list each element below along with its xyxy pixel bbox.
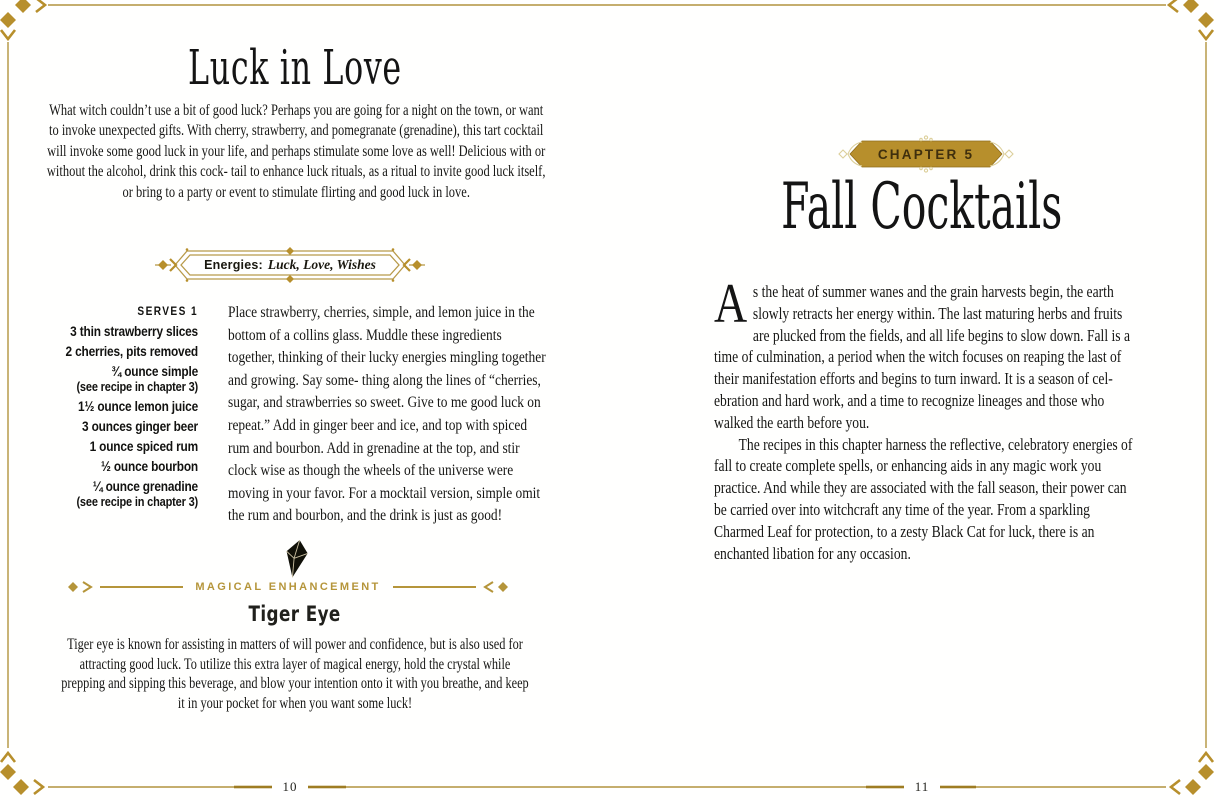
ingredient-item: ¾ ounce simple (see recipe in chapter 3) [57, 365, 198, 394]
ingredient-item: 3 ounces ginger beer [82, 419, 198, 434]
chapter-paragraph: As the heat of summer wanes and the grain harvests begin, the earth slowly retracts her energy within. The last maturing herbs and fruits are plucked from the fields, and all life begins to slow down. Fall is a time of culmination, a period when the witch focuses on reaping the last of their manifestation efforts and begins to turn inward. It is a season of cel- ebration and hard work, and a time to recognize lineages and those who walked the earth before you. [714, 273, 1131, 432]
energies-label: Energies: [204, 258, 263, 272]
enhancement-label: MAGICAL ENHANCEMENT [195, 581, 381, 593]
enhancement-title: Tiger Eye [248, 602, 342, 626]
page-number-left: 10 [272, 778, 308, 795]
energies-banner [155, 247, 435, 283]
ingredients-list [57, 306, 198, 515]
crystal-icon [279, 537, 315, 581]
divider-right-ornament-icon [482, 581, 508, 593]
recipe-title: Luck in Love [188, 40, 402, 96]
ingredient-item: 2 cherries, pits removed [65, 344, 198, 359]
divider-rule [393, 586, 476, 588]
ingredient-item: 1 ounce spiced rum [89, 439, 198, 454]
recipe-intro: What witch couldn’t use a bit of good luck? Perhaps you are going for a night on the town, or want to invoke unexpected gifts. With cherry, strawberry, and pomegranate (grenadine), this tart cocktail will invoke some good luck in your life, and perhaps stimulate some love as well! Delicious with or without the alcohol, drink this cock- tail to enhance luck rituals, as a ritual to invite good luck itself, or bring to a party or event to stimulate flirting and good luck in love. [46, 102, 546, 201]
chapter-banner [836, 134, 1016, 174]
ingredient-note: (see recipe in chapter 3) [76, 380, 198, 394]
magical-enhancement-divider [62, 580, 514, 594]
chapter-title: Fall Cocktails [781, 170, 1063, 244]
ingredient-item: ½ ounce bourbon [100, 459, 198, 474]
chapter-label: CHAPTER 5 [877, 146, 975, 162]
drop-cap: A [714, 273, 748, 335]
page-number-right: 11 [904, 778, 940, 795]
energies-value: Luck, Love, Wishes [267, 257, 376, 272]
instructions: Place strawberry, cherries, simple, and lemon juice in the bottom of a collins glass. Muddle these ingredients together, thinking of their lucky energies mingling together and growing. Say some- thing along the lines of “cherries, sugar, and strawberries so sweet. Give to me good luck on repeat.” Add in ginger beer and ice, and top with spiced rum and bourbon. Add in grenadine at the top, and stir clock wise as though the wheels of the universe were moving in your favor. For a mocktail version, simple omit the rum and bourbon, and the drink is just as good! [228, 304, 546, 525]
chapter-intro-text [714, 273, 1138, 564]
serves-label: SERVES 1 [137, 306, 198, 318]
divider-left-ornament-icon [68, 581, 94, 593]
chapter-paragraph: The recipes in this chapter harness the reflective, celebratory energies of fall to create complete spells, or enhancing aids in any magic work you practice. And while they are associated with the fall season, their power can be carried over into witchcraft any time of the year. From a sparkling Charmed Leaf for protection, to a zesty Black Cat for luck, there is an enchanted libation for any occasion. [714, 434, 1133, 563]
energies-text [175, 247, 405, 283]
enhancement-body: Tiger eye is known for assisting in matters of will power and confidence, but is also used for attracting good luck. To utilize this extra layer of magical energy, hold the crystal while prepping and sipping this beverage, and blow your intention onto it with you breathe, and keep it in your pocket for when you want some luck! [61, 636, 529, 712]
ingredient-item: ¼ ounce grenadine (see recipe in chapter 3) [57, 480, 198, 509]
divider-rule [100, 586, 183, 588]
ingredient-item: 3 thin strawberry slices [70, 324, 198, 339]
ingredient-item: 1½ ounce lemon juice [78, 399, 198, 414]
ingredient-note: (see recipe in chapter 3) [76, 495, 198, 509]
